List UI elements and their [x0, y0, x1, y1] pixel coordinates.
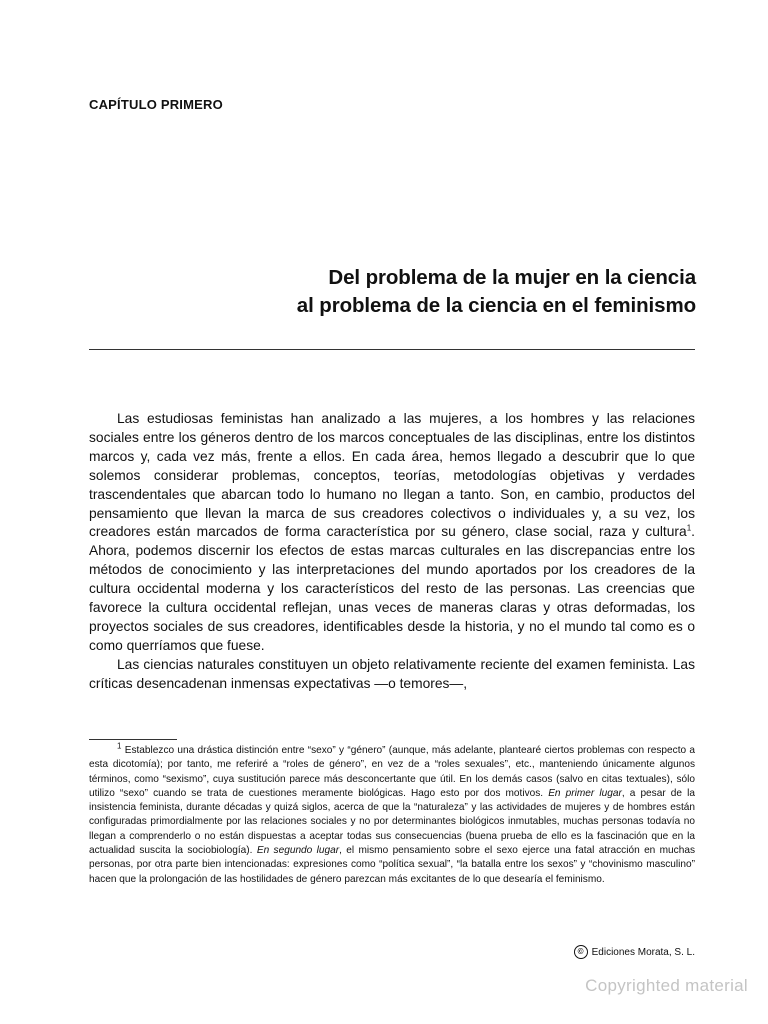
- paragraph-2: Las ciencias naturales constituyen un objeto relativamente reciente del examen feminista. Las críticas desencadenan inmensas expectativas —o temores—,: [89, 656, 695, 691]
- footnote-emphasis-1: En primer lugar: [548, 787, 622, 799]
- publisher-name: Ediciones Morata, S. L.: [591, 946, 695, 958]
- footnote-text-a: Establezco una drástica distinción entre “sexo” y “género” (aunque, más adelante, plantearé ciertos problemas con respecto a esta dicotomía); por tanto, me referiré a “roles de género”, en vez de a “roles sexuales”, etc., manteniendo únicamente algunos términos, como “sexismo”, cuya sustitución parece más desconcertante que útil. En los demás casos (salvo en citas textuales), sólo utilizo “sexo” cuando se trata de cuestiones meramente biológicas. Hago esto por dos motivos.: [89, 745, 695, 799]
- title-line-2: al problema de la ciencia en el feminismo: [296, 294, 696, 317]
- body-text: [89, 410, 695, 694]
- footnote-divider: [89, 739, 177, 740]
- footnote-number: 1: [117, 741, 122, 751]
- footnote-text-b: , a pesar de la insistencia feminista, durante décadas y quizá siglos, acerca de que la “naturaleza” y las actividades de mujeres y de hombres están configuradas primordialmente por las relaciones sociales y no por determinantes biológicos inmutables, muchas personas todavía no llegan a comprenderlo o no están dispuestas a aceptar todas sus consecuencias (buena prueba de ello es la fascinación que en la actualidad suscita la sociobiología).: [89, 787, 695, 857]
- footnote-1: [89, 741, 695, 887]
- paragraph-1-text-b: . Ahora, podemos discernir los efectos de estas marcas culturales en las discrepancias entre los métodos de conocimiento y las interpretaciones del mundo aportados por los creadores de la cultura occidental moderna y los característicos del resto de las personas. Las creencias que favorece la cultura occidental reflejan, unas veces de maneras claras y otras deformadas, los proyectos sociales de sus creadores, identificables desde la historia, y no el mundo tal como es o como querríamos que fuese.: [89, 524, 695, 653]
- title-line-1: Del problema de la mujer en la ciencia: [328, 266, 696, 289]
- publisher-credit: [574, 945, 695, 959]
- chapter-title: [297, 264, 696, 320]
- footnote-text-c: , el mismo pensamiento sobre el sexo ejerce una fatal atracción en muchas personas, por otra parte bien intencionadas: expresiones como “política sexual”, “la batalla entre los sexos” y “chovinismo masculino” hacen que la prolongación de las hostilidades de género parezcan más excitantes de lo que desearía el feminismo.: [89, 845, 695, 885]
- copyright-icon: ©: [574, 945, 588, 959]
- footnote-emphasis-2: En segundo lugar: [256, 845, 340, 857]
- paragraph-1-text-a: Las estudiosas feministas han analizado a las mujeres, a los hombres y las relaciones sociales entre los géneros dentro de los marcos conceptuales de las disciplinas, entre los distintos marcos y, cada vez más, frente a ellos. En cada área, hemos llegado a descubrir que lo que solemos considerar problemas, conceptos, teorías, metodologías objetivas y verdades trascendentales que abarcan todo lo humano no llegan a tanto. Son, en cambio, productos del pensamiento que llevan la marca de sus creadores colectivos o individuales y, a su vez, los creadores están marcados de forma característica por su género, clase social, raza y cultura: [89, 411, 695, 540]
- paragraph-1: [89, 410, 695, 656]
- footnote: [89, 741, 695, 887]
- title-divider: [89, 349, 695, 350]
- chapter-heading: CAPÍTULO PRIMERO: [89, 97, 223, 112]
- footnote-reference[interactable]: 1: [686, 523, 692, 533]
- copyright-watermark: Copyrighted material: [585, 976, 748, 995]
